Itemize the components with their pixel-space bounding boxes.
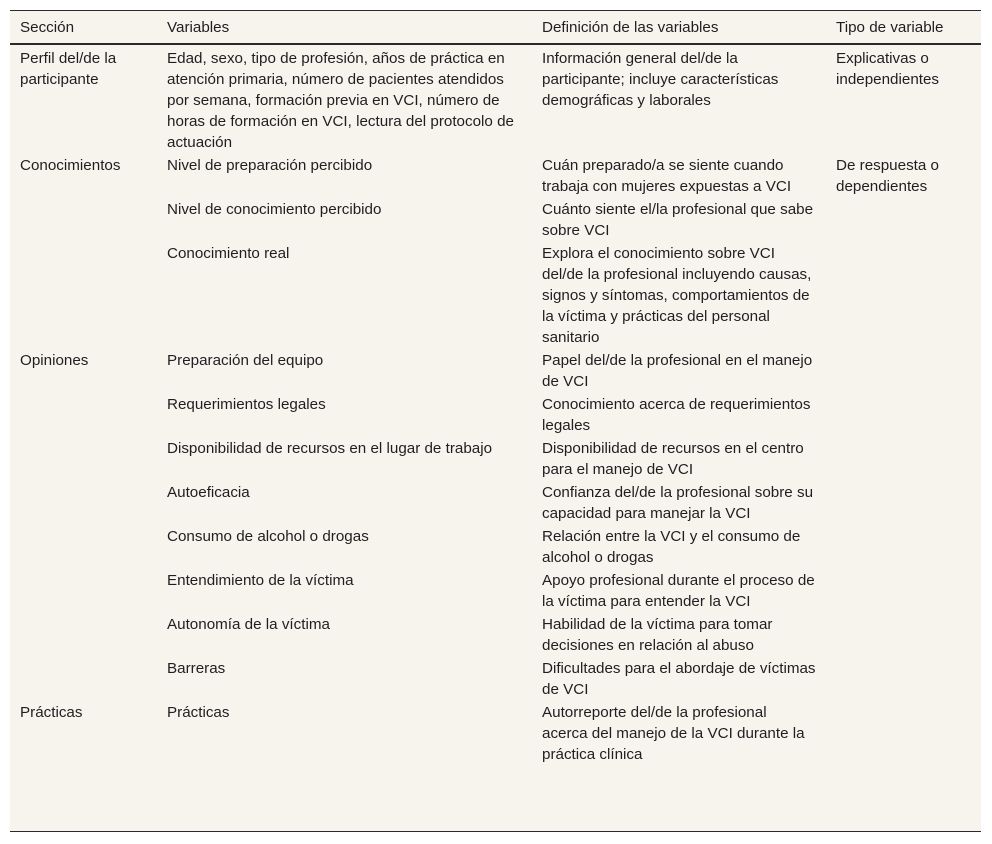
cell-section	[10, 242, 157, 349]
cell-section	[10, 481, 157, 525]
cell-definition: Explora el conocimiento sobre VCI del/de la profesional incluyendo causas, signos y síntomas, comportamientos de la víctima y prácticas del personal sanitario	[542, 245, 812, 346]
cell-variable: Nivel de conocimiento percibido	[167, 201, 382, 218]
cell-variable: Edad, sexo, tipo de profesión, años de práctica en atención primaria, número de pacientes atendidos por semana, formación previa en VCI, número de horas de formación en VCI, lectura del protocolo de actuación	[167, 50, 514, 151]
table-row	[10, 242, 981, 349]
table-row	[10, 569, 981, 613]
cell-variable: Autoeficacia	[167, 484, 250, 501]
cell-definition: Información general del/de la participante; incluye características demográficas y laborales	[542, 50, 779, 109]
table-row	[10, 154, 981, 198]
cell-type	[826, 701, 981, 766]
cell-type: Explicativas o independientes	[836, 50, 940, 88]
cell-section	[10, 437, 157, 481]
header-tipo: Tipo de variable	[826, 11, 981, 44]
cell-type	[826, 437, 981, 481]
cell-definition: Habilidad de la víctima para tomar decisiones en relación al abuso	[542, 616, 773, 654]
cell-type	[826, 613, 981, 657]
table-row	[10, 525, 981, 569]
cell-type	[826, 349, 981, 393]
cell-section: Prácticas	[20, 704, 83, 721]
cell-definition: Conocimiento acerca de requerimientos legales	[542, 396, 811, 434]
cell-type	[826, 657, 981, 701]
cell-definition: Disponibilidad de recursos en el centro para el manejo de VCI	[542, 440, 804, 478]
cell-variable: Prácticas	[167, 704, 230, 721]
header-row	[10, 11, 981, 44]
cell-variable: Requerimientos legales	[167, 396, 326, 413]
cell-section: Perfil del/de la participante	[20, 50, 117, 88]
cell-type	[826, 481, 981, 525]
cell-definition: Dificultades para el abordaje de víctimas de VCI	[542, 660, 816, 698]
table-row	[10, 198, 981, 242]
cell-variable: Barreras	[167, 660, 226, 677]
cell-variable: Disponibilidad de recursos en el lugar de trabajo	[167, 440, 493, 457]
cell-section: Opiniones	[20, 352, 89, 369]
cell-variable: Preparación del equipo	[167, 352, 324, 369]
table-row	[10, 481, 981, 525]
table-body	[10, 44, 981, 766]
header-variables: Variables	[157, 11, 532, 44]
table-header	[10, 11, 981, 44]
cell-definition: Cuánto siente el/la profesional que sabe sobre VCI	[542, 201, 814, 239]
cell-type	[826, 525, 981, 569]
cell-section	[10, 393, 157, 437]
cell-type	[826, 393, 981, 437]
cell-definition: Confianza del/de la profesional sobre su capacidad para manejar la VCI	[542, 484, 814, 522]
cell-type	[826, 569, 981, 613]
cell-variable: Autonomía de la víctima	[167, 616, 330, 633]
cell-type	[826, 242, 981, 349]
cell-variable: Conocimiento real	[167, 245, 290, 262]
table-row	[10, 613, 981, 657]
cell-variable: Consumo de alcohol o drogas	[167, 528, 369, 545]
table-row	[10, 349, 981, 393]
cell-section	[10, 198, 157, 242]
cell-section	[10, 525, 157, 569]
cell-type: De respuesta o dependientes	[836, 157, 939, 195]
cell-variable: Nivel de preparación percibido	[167, 157, 373, 174]
table-row	[10, 701, 981, 766]
cell-section	[10, 569, 157, 613]
cell-definition: Relación entre la VCI y el consumo de alcohol o drogas	[542, 528, 801, 566]
cell-definition: Autorreporte del/de la profesional acerca del manejo de la VCI durante la práctica clínica	[542, 704, 805, 763]
cell-definition: Cuán preparado/a se siente cuando trabaja con mujeres expuestas a VCI	[542, 157, 792, 195]
header-seccion: Sección	[10, 11, 157, 44]
variables-table-container	[10, 10, 981, 832]
cell-section	[10, 657, 157, 701]
cell-definition: Papel del/de la profesional en el manejo de VCI	[542, 352, 813, 390]
cell-variable: Entendimiento de la víctima	[167, 572, 354, 589]
header-definicion: Definición de las variables	[532, 11, 826, 44]
table-row	[10, 437, 981, 481]
variables-table	[10, 11, 981, 766]
cell-section: Conocimientos	[20, 157, 121, 174]
cell-definition: Apoyo profesional durante el proceso de la víctima para entender la VCI	[542, 572, 815, 610]
table-row	[10, 657, 981, 701]
cell-type	[826, 198, 981, 242]
table-row	[10, 44, 981, 154]
table-row	[10, 393, 981, 437]
cell-section	[10, 613, 157, 657]
